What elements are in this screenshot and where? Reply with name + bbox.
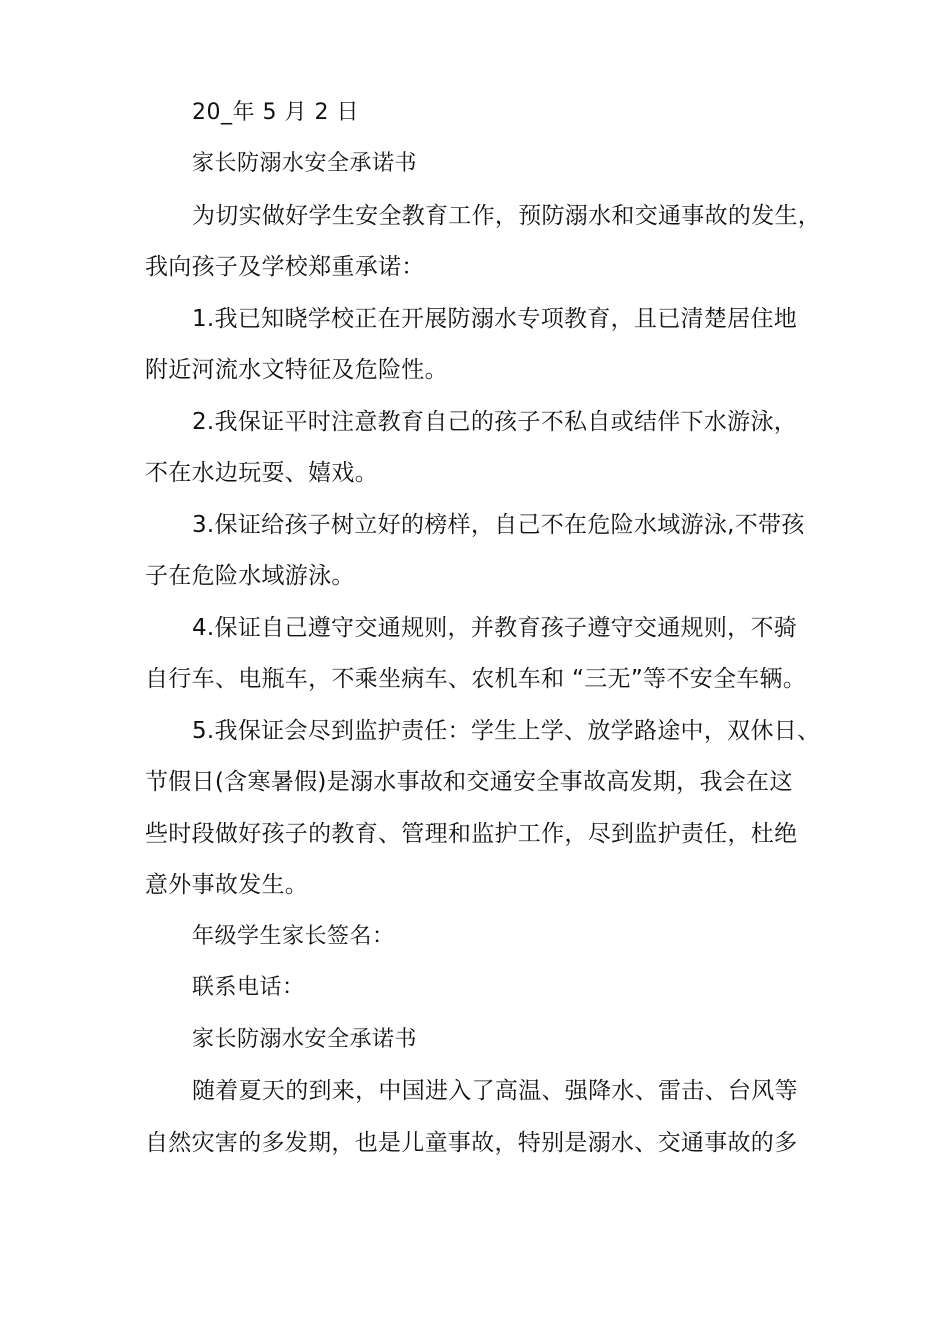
- item-5-line-1: 5.我保证会尽到监护责任：学生上学、放学路途中，双休日、: [192, 718, 821, 744]
- item-4-line-1: 4.保证自己遵守交通规则，并教育孩子遵守交通规则，不骑: [192, 615, 798, 641]
- item-3-line-2: 子在危险水域游泳。: [145, 563, 355, 589]
- signature-label: 年级学生家长签名：: [192, 924, 395, 949]
- item-5-line-2: 节假日(含寒暑假)是溺水事故和交通安全事故高发期，我会在这: [145, 769, 793, 795]
- item-1-line-1: 1.我已知晓学校正在开展防溺水专项教育，且已清楚居住地: [192, 306, 798, 332]
- intro-line-2: 我向孩子及学校郑重承诺：: [145, 254, 425, 280]
- item-5-line-3: 些时段做好孩子的教育、管理和监护工作，尽到监护责任，杜绝: [145, 821, 798, 847]
- item-1-line-2: 附近河流水文特征及危险性。: [145, 357, 448, 383]
- item-2-line-2: 不在水边玩耍、嬉戏。: [145, 460, 378, 486]
- item-4-line-2: 自行车、电瓶车，不乘坐病车、农机车和 “三无”等不安全车辆。: [145, 666, 807, 692]
- para-2-line-2: 自然灾害的多发期，也是儿童事故，特别是溺水、交通事故的多: [145, 1130, 798, 1156]
- date-line: 20_年 5 月 2 日: [192, 100, 359, 125]
- item-5-line-4: 意外事故发生。: [145, 872, 309, 898]
- phone-label: 联系电话：: [192, 975, 305, 1000]
- para-2-line-1: 随着夏天的到来，中国进入了高温、强降水、雷击、台风等: [192, 1078, 798, 1104]
- document-title: 家长防溺水安全承诺书: [192, 151, 418, 176]
- item-3-line-1: 3.保证给孩子树立好的榜样，自己不在危险水域游泳,不带孩: [192, 512, 805, 538]
- document-title-2: 家长防溺水安全承诺书: [192, 1027, 418, 1052]
- item-2-line-1: 2.我保证平时注意教育自己的孩子不私自或结伴下水游泳，: [192, 409, 798, 435]
- intro-line-1: 为切实做好学生安全教育工作，预防溺水和交通事故的发生，: [192, 203, 822, 229]
